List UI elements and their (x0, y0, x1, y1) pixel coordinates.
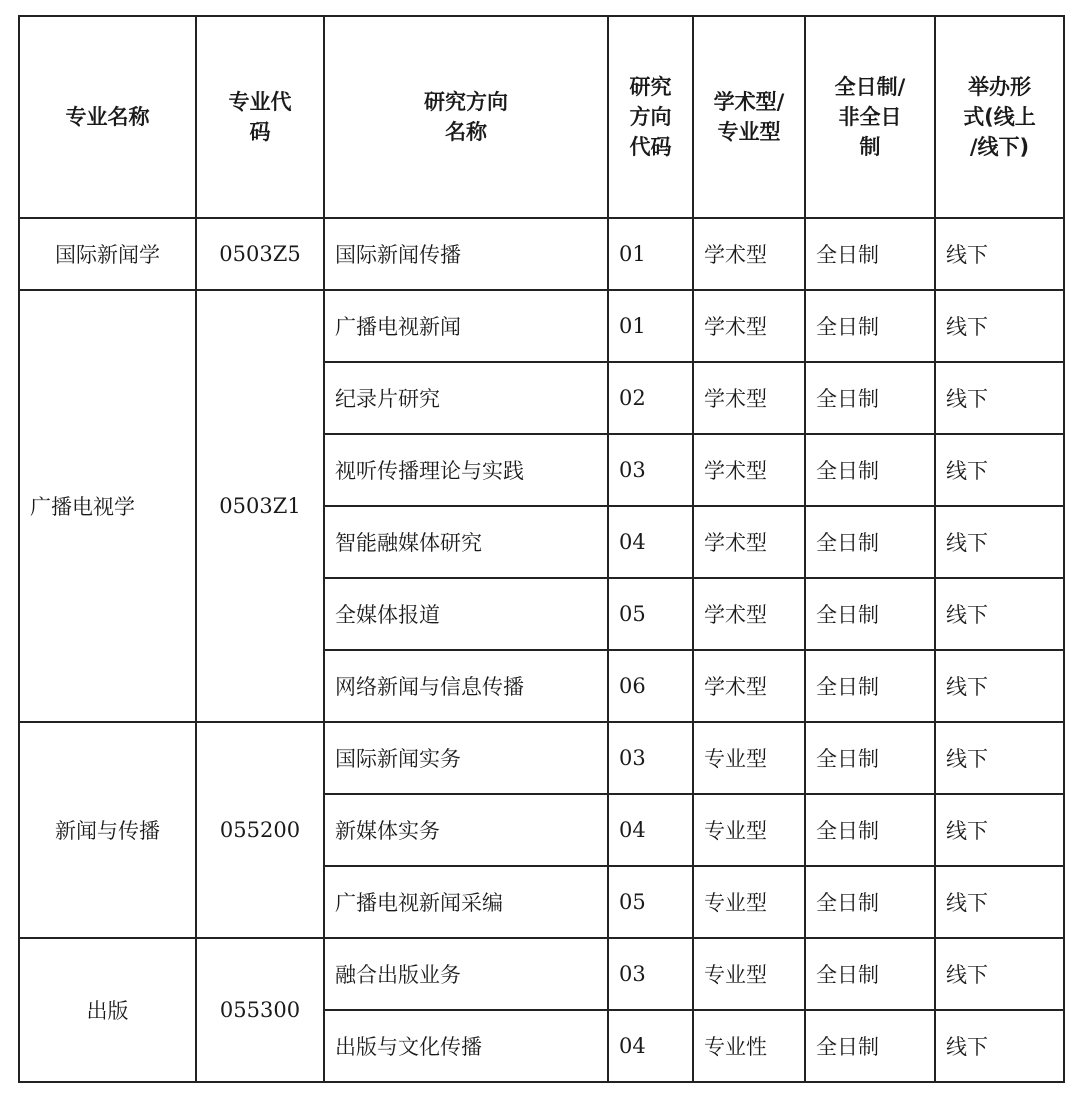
direction-code-cell: 01 (608, 218, 693, 290)
mode-cell: 线下 (935, 938, 1064, 1010)
study-cell: 全日制 (805, 578, 935, 650)
type-cell: 学术型 (693, 650, 805, 722)
type-cell: 学术型 (693, 578, 805, 650)
header-direction-code: 研究 方向 代码 (608, 16, 693, 218)
table-body (19, 218, 1064, 1082)
header-mode: 举办形 式(线上 /线下) (935, 16, 1064, 218)
direction-name-cell: 国际新闻实务 (324, 722, 608, 794)
type-cell: 专业性 (693, 1010, 805, 1082)
mode-cell: 线下 (935, 290, 1064, 362)
table-row (19, 938, 1064, 1010)
direction-code-cell: 01 (608, 290, 693, 362)
table-row (19, 218, 1064, 290)
direction-code-cell: 04 (608, 794, 693, 866)
direction-code-cell: 03 (608, 722, 693, 794)
mode-cell: 线下 (935, 218, 1064, 290)
direction-code-cell: 06 (608, 650, 693, 722)
mode-cell: 线下 (935, 578, 1064, 650)
header-type: 学术型/ 专业型 (693, 16, 805, 218)
type-cell: 学术型 (693, 218, 805, 290)
major-code-cell: 055200 (196, 722, 324, 938)
major-name-cell: 广播电视学 (19, 290, 196, 722)
table-row (19, 290, 1064, 362)
mode-cell: 线下 (935, 650, 1064, 722)
direction-name-cell: 广播电视新闻 (324, 290, 608, 362)
mode-cell: 线下 (935, 794, 1064, 866)
mode-cell: 线下 (935, 1010, 1064, 1082)
type-cell: 专业型 (693, 938, 805, 1010)
header-major-code: 专业代 码 (196, 16, 324, 218)
study-cell: 全日制 (805, 794, 935, 866)
table-row (19, 722, 1064, 794)
direction-name-cell: 出版与文化传播 (324, 1010, 608, 1082)
type-cell: 学术型 (693, 434, 805, 506)
mode-cell: 线下 (935, 722, 1064, 794)
major-name-cell: 国际新闻学 (19, 218, 196, 290)
study-cell: 全日制 (805, 1010, 935, 1082)
major-code-cell: 055300 (196, 938, 324, 1082)
direction-name-cell: 智能融媒体研究 (324, 506, 608, 578)
type-cell: 专业型 (693, 722, 805, 794)
mode-cell: 线下 (935, 362, 1064, 434)
study-cell: 全日制 (805, 434, 935, 506)
direction-name-cell: 网络新闻与信息传播 (324, 650, 608, 722)
direction-code-cell: 04 (608, 1010, 693, 1082)
major-code-cell: 0503Z1 (196, 290, 324, 722)
type-cell: 学术型 (693, 362, 805, 434)
study-cell: 全日制 (805, 866, 935, 938)
study-cell: 全日制 (805, 722, 935, 794)
study-cell: 全日制 (805, 938, 935, 1010)
header-row (19, 16, 1064, 218)
mode-cell: 线下 (935, 434, 1064, 506)
study-cell: 全日制 (805, 290, 935, 362)
major-code-cell: 0503Z5 (196, 218, 324, 290)
type-cell: 专业型 (693, 866, 805, 938)
major-name-cell: 新闻与传播 (19, 722, 196, 938)
direction-code-cell: 04 (608, 506, 693, 578)
direction-name-cell: 全媒体报道 (324, 578, 608, 650)
study-cell: 全日制 (805, 362, 935, 434)
program-table (18, 15, 1065, 1083)
direction-code-cell: 05 (608, 866, 693, 938)
program-table-container (18, 15, 1063, 1083)
direction-code-cell: 02 (608, 362, 693, 434)
type-cell: 学术型 (693, 290, 805, 362)
direction-code-cell: 03 (608, 434, 693, 506)
direction-code-cell: 03 (608, 938, 693, 1010)
mode-cell: 线下 (935, 866, 1064, 938)
study-cell: 全日制 (805, 506, 935, 578)
mode-cell: 线下 (935, 506, 1064, 578)
header-fulltime: 全日制/ 非全日 制 (805, 16, 935, 218)
type-cell: 专业型 (693, 794, 805, 866)
direction-name-cell: 国际新闻传播 (324, 218, 608, 290)
header-major-name: 专业名称 (19, 16, 196, 218)
type-cell: 学术型 (693, 506, 805, 578)
direction-code-cell: 05 (608, 578, 693, 650)
study-cell: 全日制 (805, 218, 935, 290)
direction-name-cell: 融合出版业务 (324, 938, 608, 1010)
direction-name-cell: 新媒体实务 (324, 794, 608, 866)
direction-name-cell: 广播电视新闻采编 (324, 866, 608, 938)
header-direction-name: 研究方向 名称 (324, 16, 608, 218)
direction-name-cell: 纪录片研究 (324, 362, 608, 434)
study-cell: 全日制 (805, 650, 935, 722)
direction-name-cell: 视听传播理论与实践 (324, 434, 608, 506)
major-name-cell: 出版 (19, 938, 196, 1082)
